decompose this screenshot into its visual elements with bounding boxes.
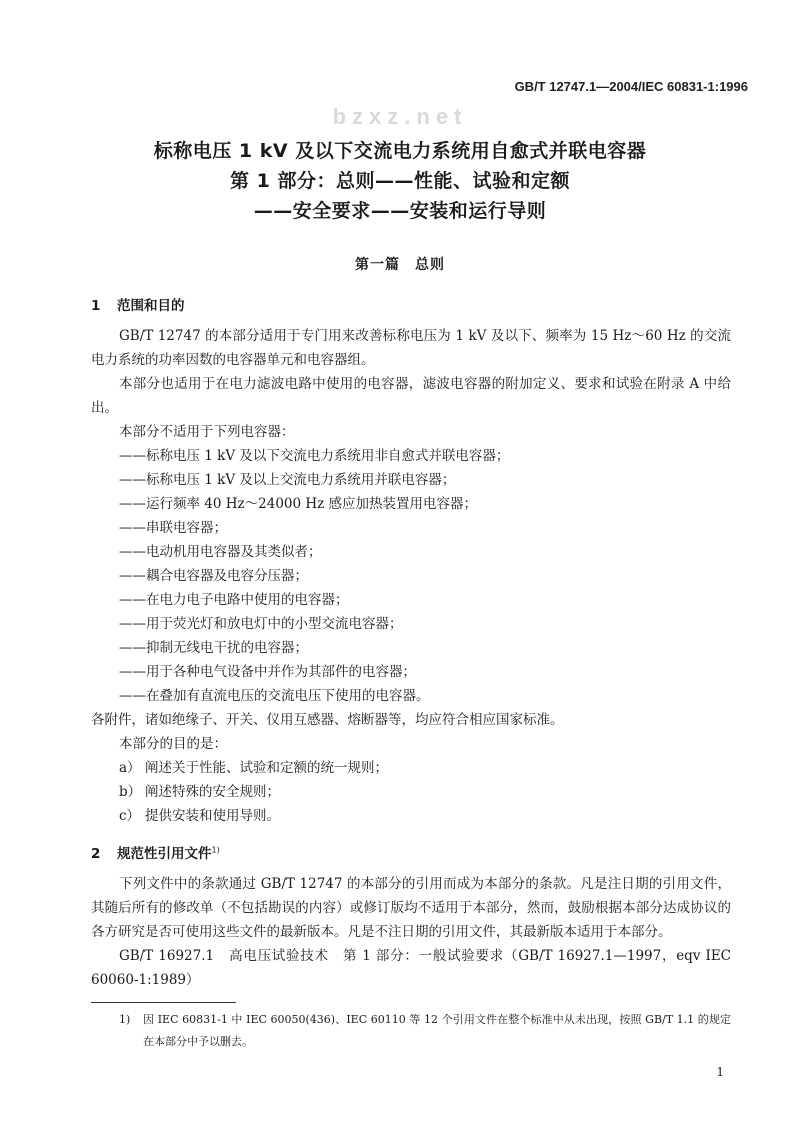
list-marker: c） — [119, 808, 141, 824]
title-line: ——安全要求——安装和运行导则 — [253, 200, 547, 222]
exclusion-item: ——在电力电子电路中使用的电容器； — [119, 592, 349, 608]
section-heading-1 — [91, 294, 731, 318]
footnote-text: 因 IEC 60831-1 中 IEC 60050(436)、IEC 60110 等 12 个引用文件在整个标准中从未出现，按照 GB/T 1.1 的规定在本部分中予以删去。 — [143, 1013, 731, 1048]
exclusion-item: ——抑制无线电干扰的电容器； — [119, 640, 308, 656]
document-title — [0, 136, 800, 226]
section-number: 1 — [91, 298, 101, 314]
paragraph: 本部分的目的是： — [119, 736, 227, 752]
exclusion-item: ——串联电容器； — [119, 520, 227, 536]
standard-code: GB/T 12747.1—2004/IEC 60831-1:1996 — [514, 79, 748, 94]
list-text: 阐述特殊的安全规则； — [145, 784, 280, 800]
page-number: 1 — [716, 1065, 724, 1079]
footnote-rule — [91, 1002, 236, 1003]
paragraph: 下列文件中的条款通过 GB/T 12747 的本部分的引用而成为本部分的条款。凡是注日期的引用文件，其随后所有的修改单（不包括勘误的内容）或修订版均不适用于本部分，然而，鼓励根据本部分达成协议的各方研究是否可使用这些文件的最新版本。凡是不注日期的引用文件，其最新版本适用于本部分。 — [91, 876, 731, 940]
title-line: 标称电压 1 kV 及以下交流电力系统用自愈式并联电容器 — [153, 140, 647, 162]
list-text: 阐述关于性能、试验和定额的统一规则； — [145, 760, 388, 776]
exclusion-item: ——标称电压 1 kV 及以下交流电力系统用非自愈式并联电容器； — [119, 448, 510, 464]
section-title: 规范性引用文件 — [117, 846, 212, 862]
section-number: 2 — [91, 846, 101, 862]
purpose-item — [91, 804, 731, 828]
watermark: bzxz.net — [332, 104, 468, 129]
normative-reference: GB/T 16927.1 高电压试验技术 第 1 部分：一般试验要求（GB/T 16927.1—1997，eqv IEC 60060-1:1989） — [91, 948, 731, 988]
purpose-item — [91, 780, 731, 804]
exclusion-item: ——标称电压 1 kV 及以上交流电力系统用并联电容器； — [119, 472, 456, 488]
paragraph: 本部分不适用于下列电容器： — [119, 424, 295, 440]
purpose-item — [91, 756, 731, 780]
list-marker: b） — [119, 784, 142, 800]
section-title: 范围和目的 — [117, 298, 185, 314]
section-heading-2 — [91, 842, 731, 866]
exclusion-item: ——电动机用电容器及其类似者； — [119, 544, 322, 560]
document-body — [91, 294, 731, 1003]
paragraph: 本部分也适用于在电力滤波电路中使用的电容器，滤波电容器的附加定义、要求和试验在附录 A 中给出。 — [91, 376, 731, 416]
title-line: 第 1 部分：总则——性能、试验和定额 — [230, 170, 570, 192]
exclusion-item: ——用于各种电气设备中并作为其部件的电容器； — [119, 664, 416, 680]
paragraph: GB/T 12747 的本部分适用于专门用来改善标称电压为 1 kV 及以下、频率为 15 Hz～60 Hz 的交流电力系统的功率因数的电容器单元和电容器组。 — [91, 328, 731, 368]
exclusion-item: ——耦合电容器及电容分压器； — [119, 568, 308, 584]
footnote-number: 1) — [119, 1013, 131, 1026]
part-heading: 第一篇 总则 — [355, 257, 445, 273]
exclusion-item: ——在叠加有直流电压的交流电压下使用的电容器。 — [119, 688, 430, 704]
list-text: 提供安装和使用导则。 — [145, 808, 280, 824]
paragraph: 各附件，诸如绝缘子、开关、仪用互感器、熔断器等，均应符合相应国家标准。 — [91, 712, 564, 728]
footnote-reference[interactable]: 1) — [211, 845, 220, 855]
exclusion-item: ——运行频率 40 Hz～24000 Hz 感应加热装置用电容器； — [119, 496, 478, 512]
footnote — [119, 1009, 731, 1053]
exclusion-item: ——用于荧光灯和放电灯中的小型交流电容器； — [119, 616, 403, 632]
list-marker: a） — [119, 760, 141, 776]
